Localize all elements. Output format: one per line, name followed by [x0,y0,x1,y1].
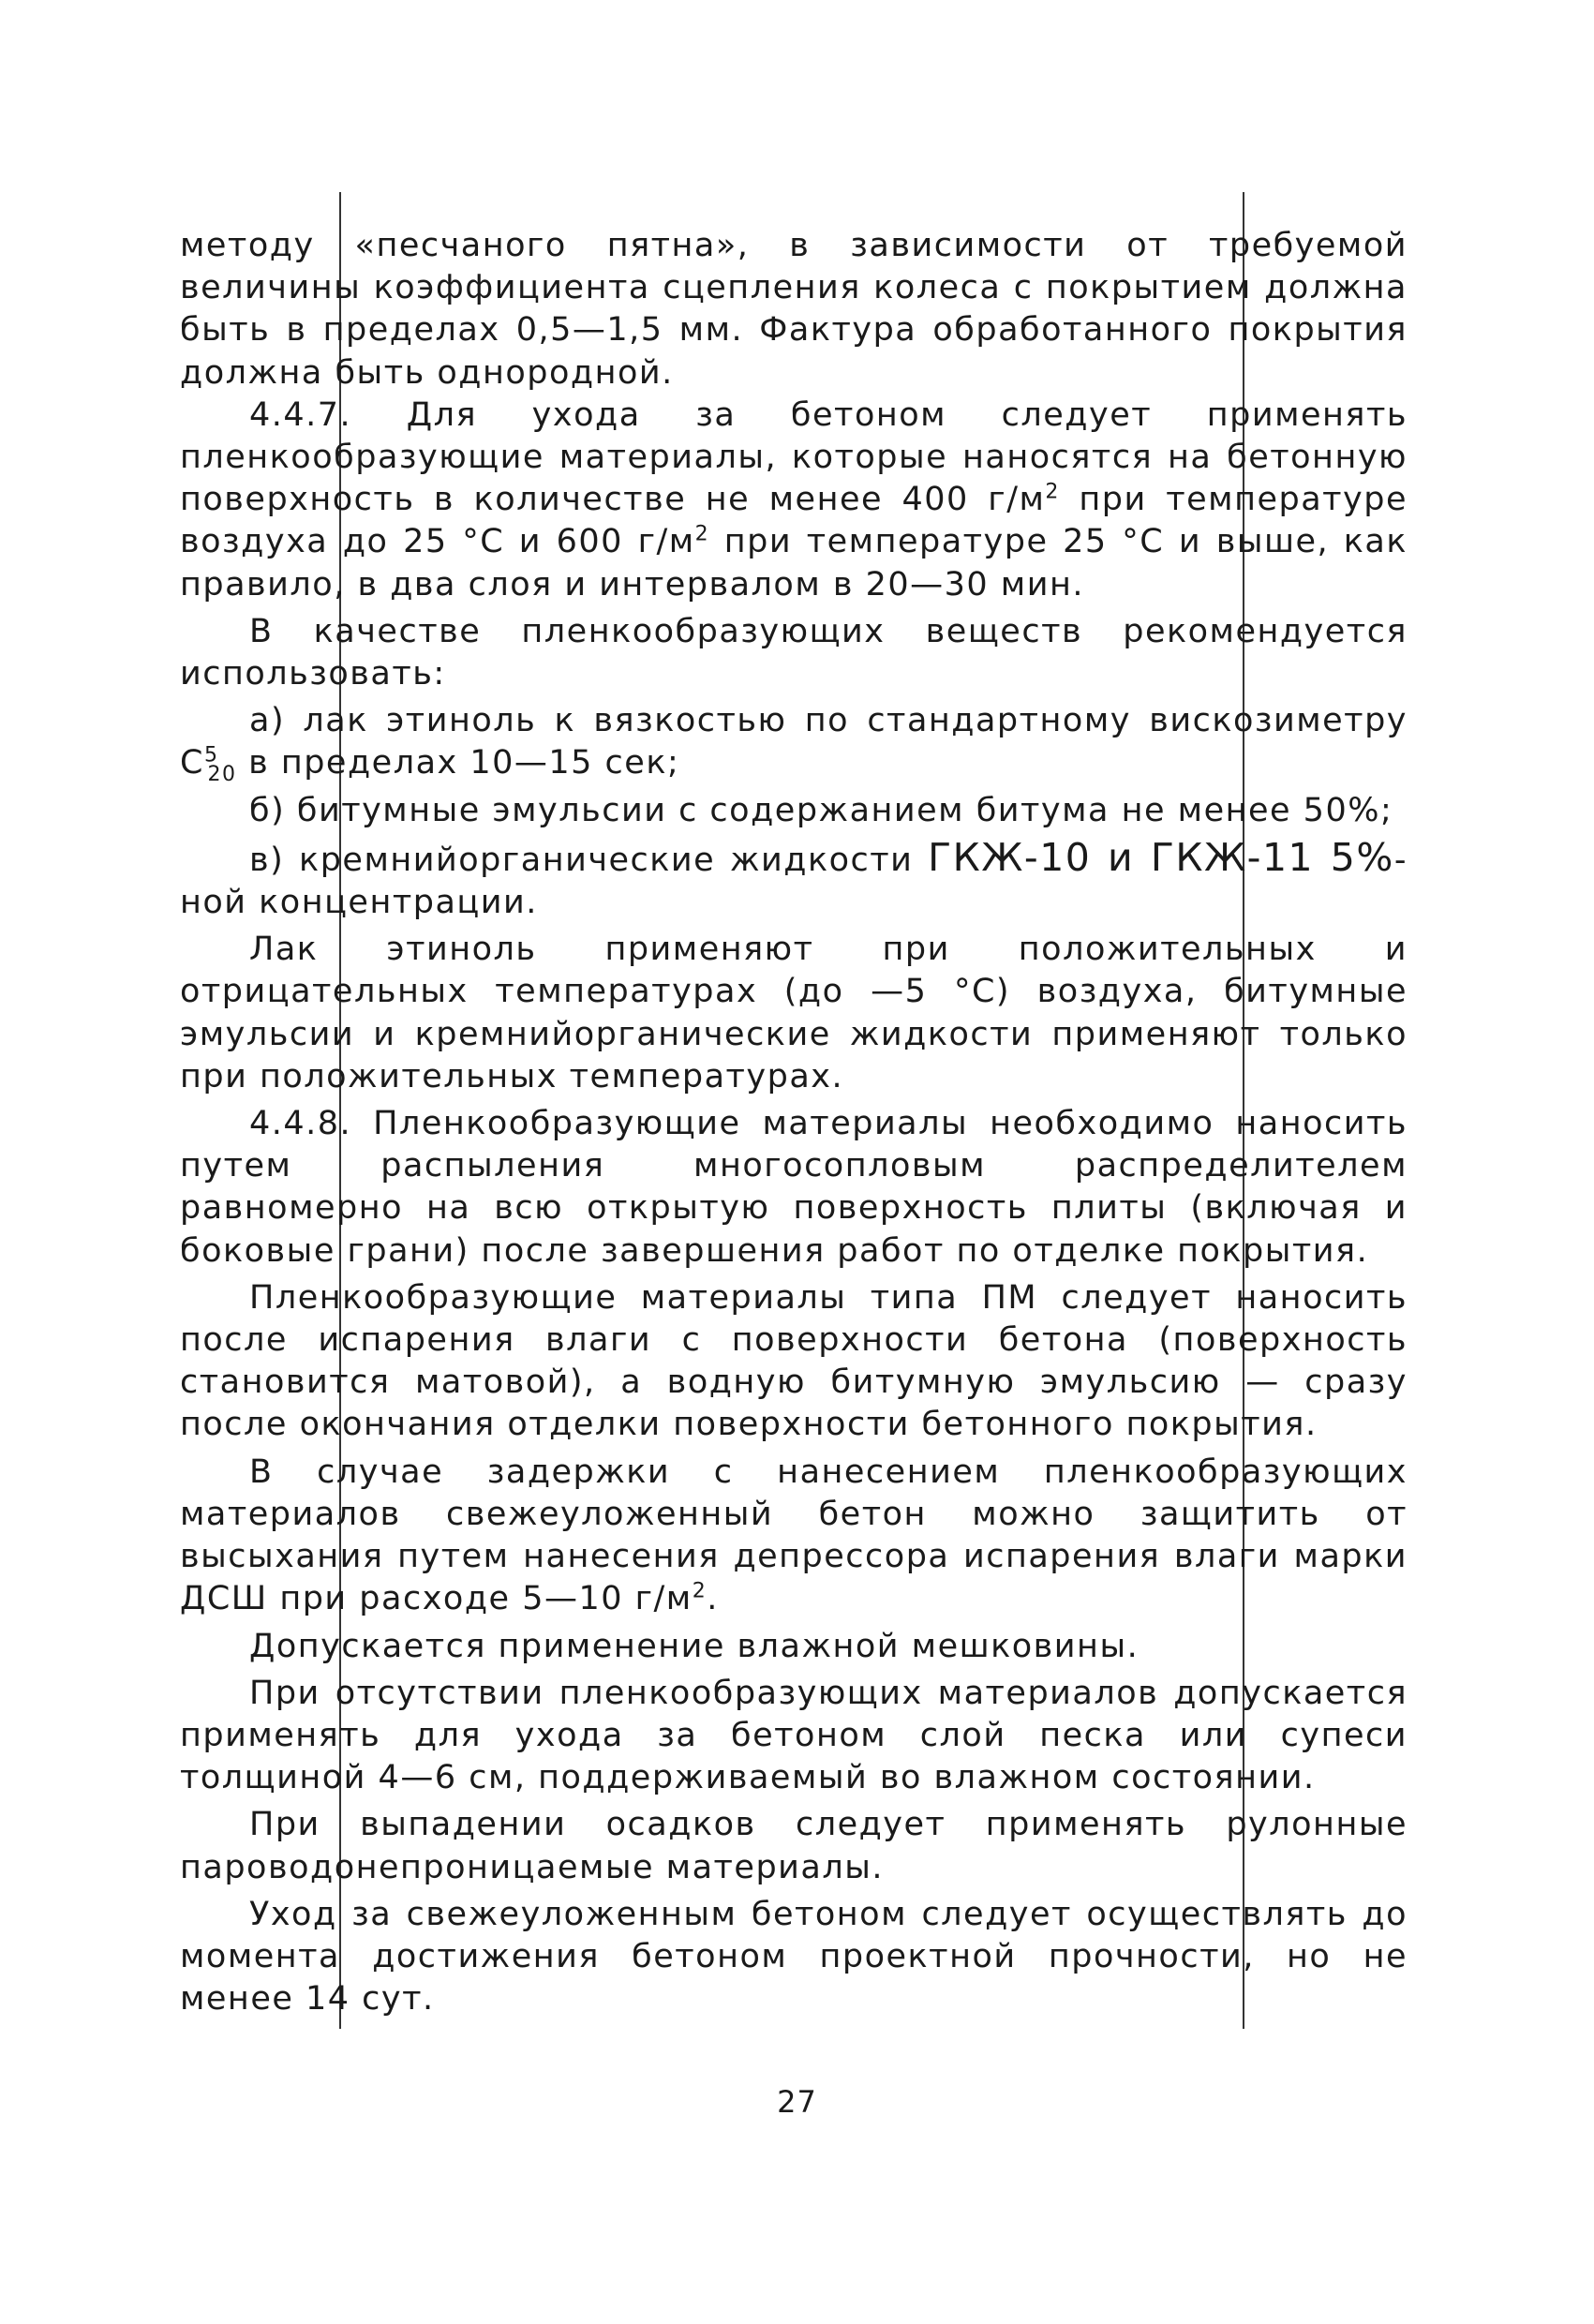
paragraph-4-4-7 [180,395,1408,606]
item-c-text-2: -ной концентрации. [180,841,1408,922]
paragraph-intro: методу «песчаного пятна», в зависимости от требуемой величины коэффициента сцепления колеса с покрытием должна быть в пределах 0,5—1,5 мм. Фактура обработанного покрытия должна быть однородной. [180,227,1408,392]
delay-text-2: . [707,1580,719,1618]
paragraph-care: Уход за свежеуложенным бетоном следует осуществлять до момента достижения бетоном проектной прочности, но не менее 14 сут. [180,1895,1408,2019]
item-a-sub: 20 [207,763,237,787]
p447-text-3: при температуре 25 °С и выше, как правило, в два слоя и интервалом в 20—30 мин. [180,523,1408,603]
paragraph-burlap: Допускается применение влажной мешковины. [249,1627,1140,1665]
document-body [180,225,1408,2020]
paragraph-recommend: В качестве пленкообразующих веществ рекомендуется использовать: [180,612,1408,693]
paragraph-sand: При отсутствии пленкообразующих материалов допускается применять для ухода за бетоном слой песка или супеси толщиной 4—6 см, поддерживаемый во влажном состоянии. [180,1674,1408,1797]
paragraph-delay [180,1452,1408,1621]
paragraph-4-4-8: 4.4.8. Пленкообразующие материалы необходимо наносить путем распыления многосопловым распределителем равномерно на всю открытую поверхность плиты (включая и боковые грани) после завершения работ по отделке покрытия. [180,1105,1408,1270]
p447-sup-2: 2 [694,522,710,546]
item-a-text-2: в пределах 10—15 сек; [236,744,680,782]
page-number: 27 [777,2084,817,2120]
delay-sup: 2 [692,1579,708,1603]
p447-text-1: 4.4.7. Для ухода за бетоном следует применять пленкообразующие материалы, которые наносятся на бетонную поверхность в количестве не менее 400 г/м [180,395,1408,519]
delay-text-1: В случае задержки с нанесением пленкообразующих материалов свежеуложенный бетон можно защитить от высыхания путем нанесения депрессора испарения влаги марки ДСШ при расходе 5—10 г/м [180,1452,1408,1618]
item-a-sup: 5 [203,743,219,767]
list-item-c [180,834,1408,924]
paragraph-rain: При выпадении осадков следует применять рулонные пароводонепроницаемые материалы. [180,1806,1408,1886]
item-a-text-1: а) лак этиноль к вязкостью по стандартному вискозиметру С [180,702,1408,782]
item-c-text-1: в) кремнийорганические жидкости [249,841,929,879]
paragraph-lak: Лак этиноль применяют при положительных и отрицательных температурах (до —5 °С) воздуха, битумные эмульсии и кремнийорганические жидкости применяют только при положительных температурах. [180,931,1408,1095]
p447-sup-1: 2 [1045,480,1060,504]
list-item-a [180,700,1408,787]
p447-text-2: при температуре воздуха до 25 °С и 600 г/м [180,481,1408,561]
item-c-gkzh: ГКЖ-10 и ГКЖ-11 5% [928,834,1394,880]
list-item-b: б) битумные эмульсии с содержанием битума не менее 50%; [249,791,1393,829]
paragraph-pm: Пленкообразующие материалы типа ПМ следует наносить после испарения влаги с поверхности бетона (поверхность становится матовой), а водную битумную эмульсию — сразу после окончания отделки поверхности бетонного покрытия. [180,1278,1408,1444]
